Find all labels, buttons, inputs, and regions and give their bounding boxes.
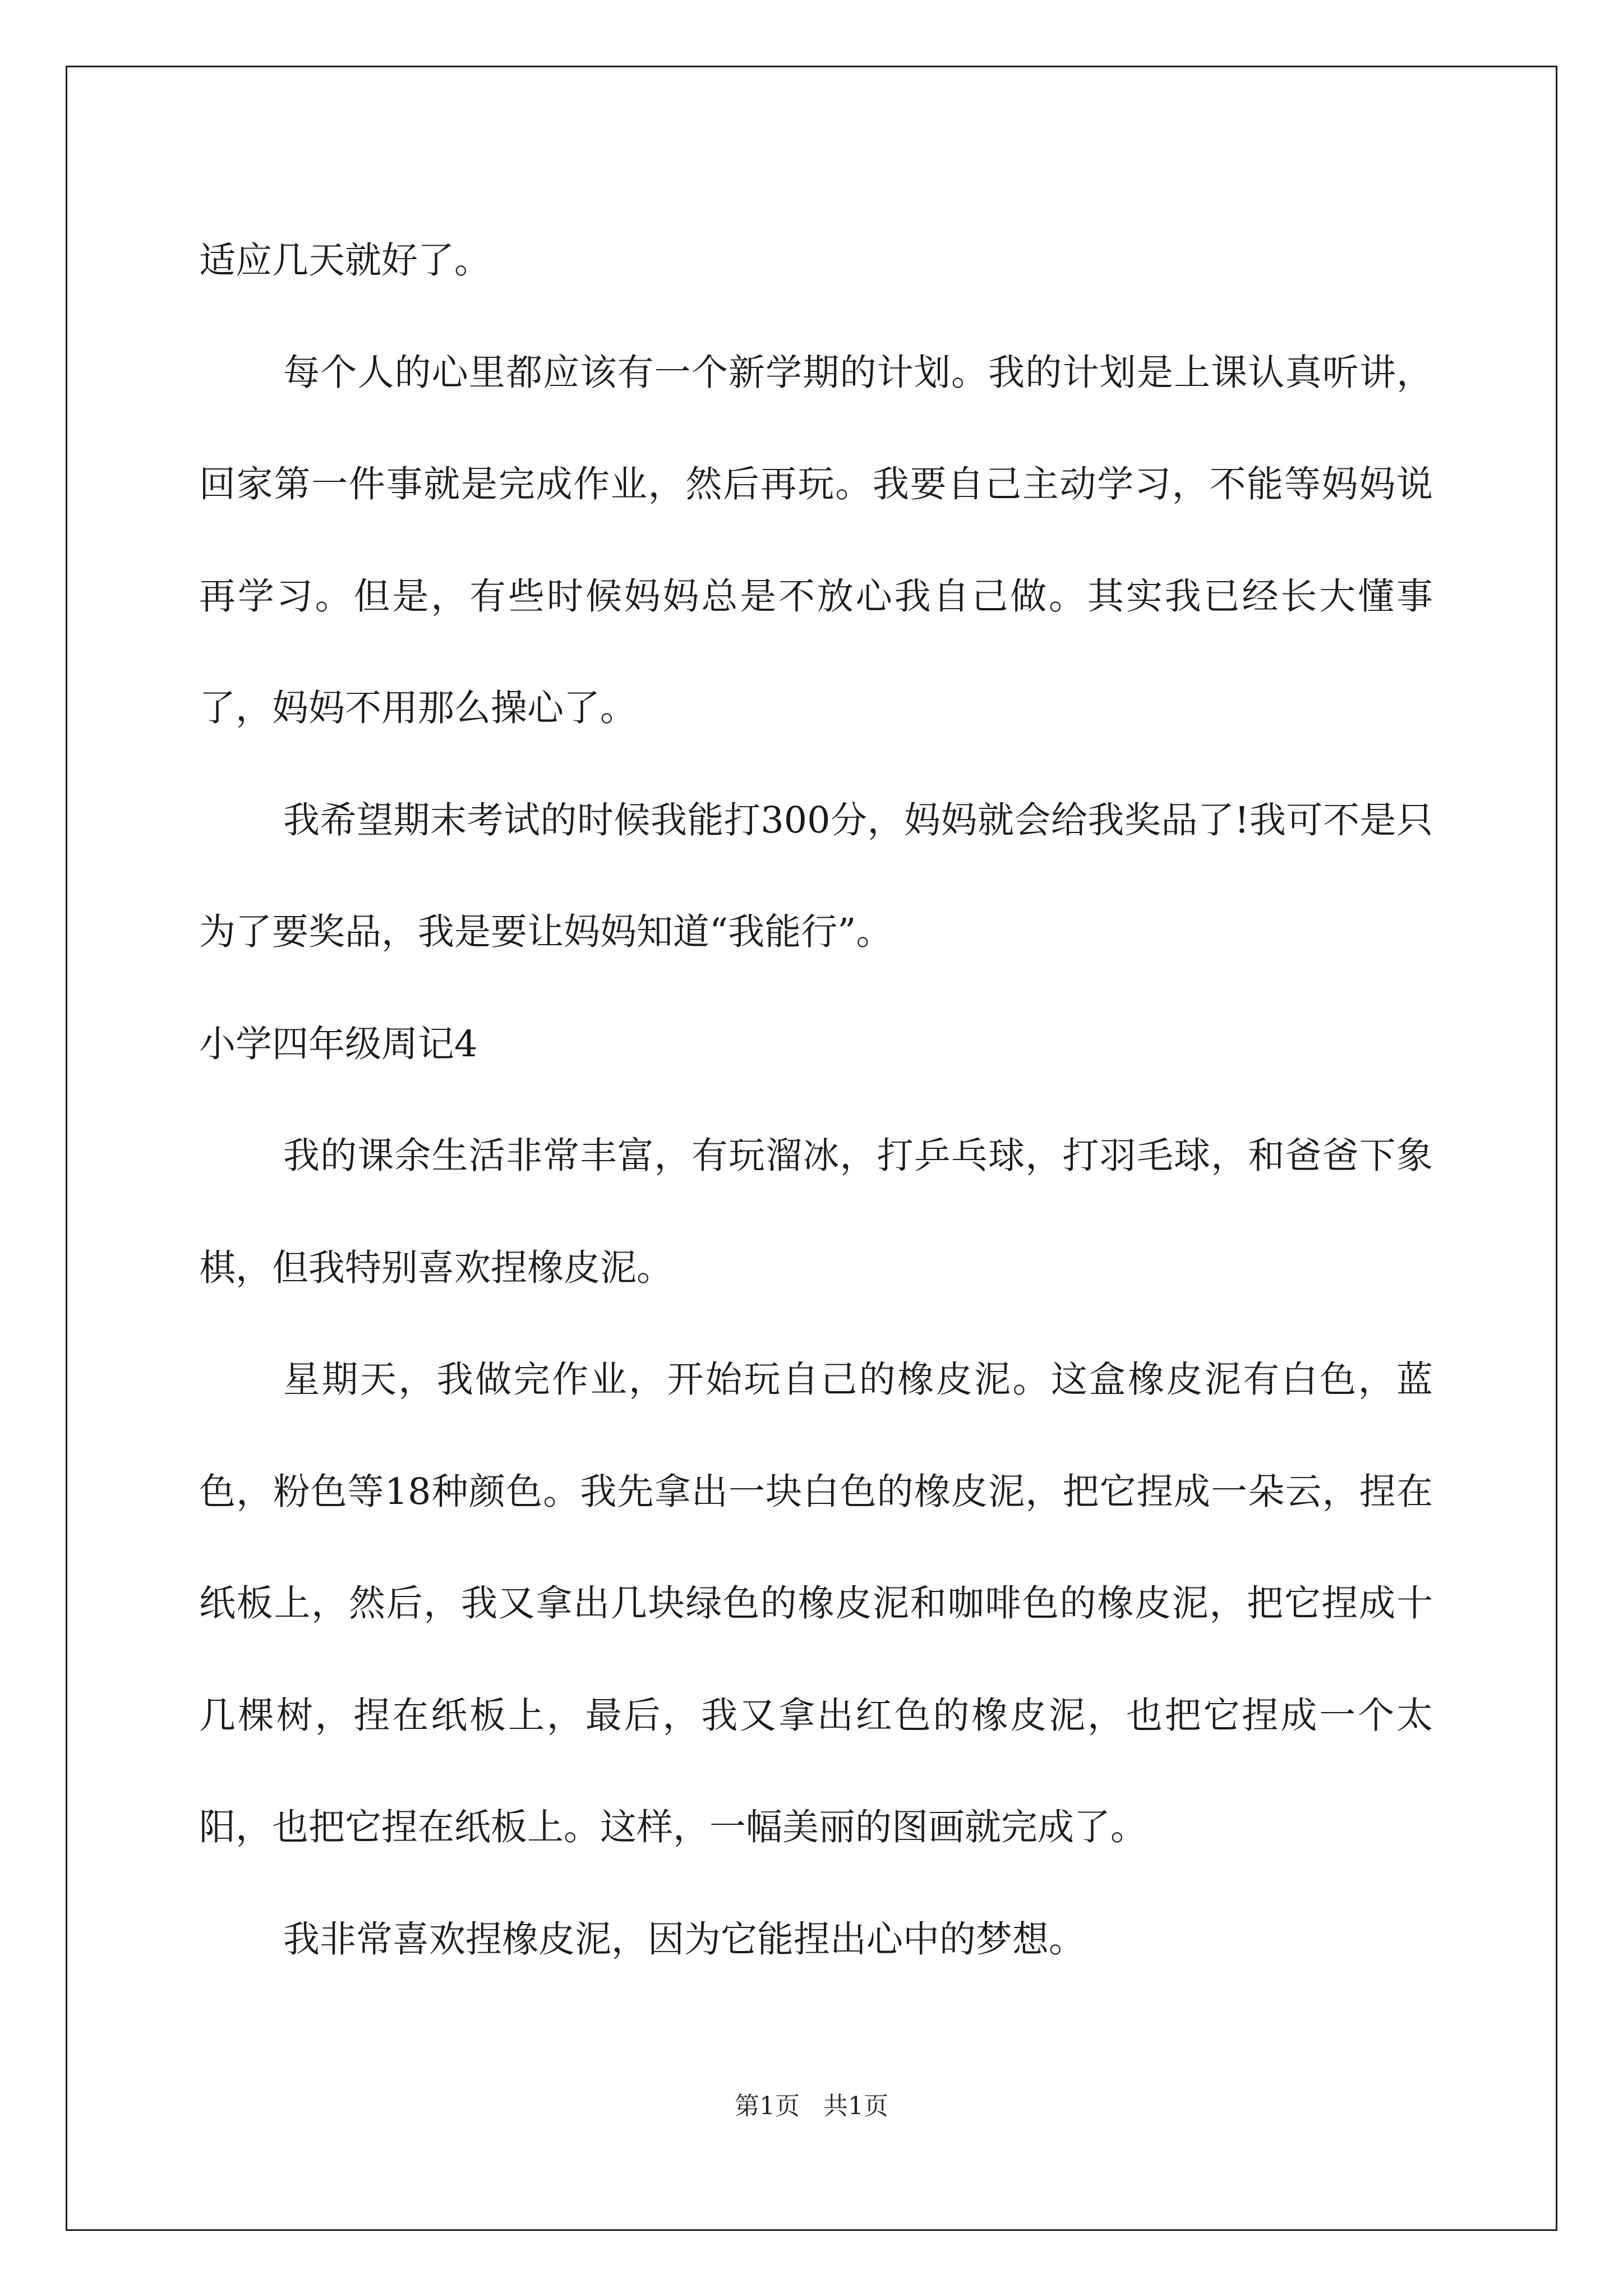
paragraph-2: 每个人的心里都应该有一个新学期的计划。我的计划是上课认真听讲，回家第一件事就是完成作业，然后再玩。我要自己主动学习，不能等妈妈说再学习。但是，有些时候妈妈总是不放心我自己做。其实我已经长大懂事了，妈妈不用那么操心了。 (199, 351, 1433, 729)
paragraph-3: 我希望期末考试的时候我能打300分，妈妈就会给我奖品了!我可不是只为了要奖品，我是要让妈妈知道“我能行”。 (199, 799, 1433, 953)
paragraph-1: 适应几天就好了。 (199, 240, 491, 282)
page-total: 共1页 (823, 2092, 888, 2120)
page-footer (0, 2090, 1623, 2123)
page-number: 第1页 (735, 2092, 800, 2120)
section-heading: 小学四年级周记4 (199, 1023, 478, 1065)
document-body (199, 205, 1433, 1995)
paragraph-4: 我的课余生活非常丰富，有玩溜冰，打乒乓球，打羽毛球，和爸爸下象棋，但我特别喜欢捏橡皮泥。 (199, 1135, 1433, 1289)
paragraph-6: 我非常喜欢捏橡皮泥，因为它能捏出心中的梦想。 (283, 1918, 1086, 1961)
paragraph-5: 星期天，我做完作业，开始玩自己的橡皮泥。这盒橡皮泥有白色，蓝色，粉色等18种颜色。我先拿出一块白色的橡皮泥，把它捏成一朵云，捏在纸板上，然后，我又拿出几块绿色的橡皮泥和咖啡色的橡皮泥，把它捏成十几棵树，捏在纸板上，最后，我又拿出红色的橡皮泥，也把它捏成一个太阳，也把它捏在纸板上。这样，一幅美丽的图画就完成了。 (199, 1359, 1433, 1848)
